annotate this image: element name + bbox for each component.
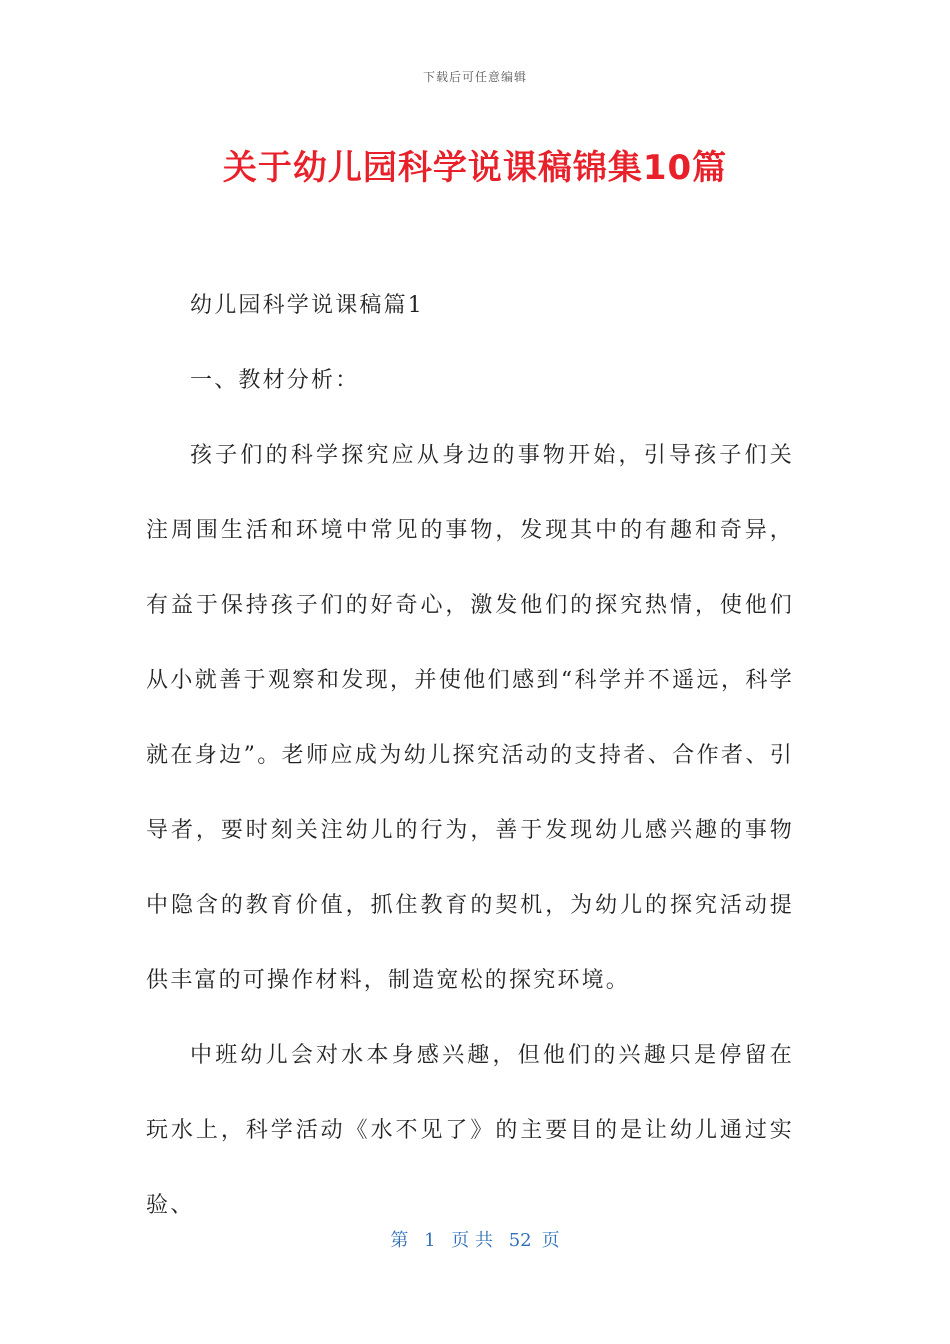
page-suffix: 页 <box>541 1230 560 1251</box>
header-note: 下载后可任意编辑 <box>422 70 527 84</box>
page-total: 52 <box>508 1230 532 1251</box>
document-title: 关于幼儿园科学说课稿锦集10篇 <box>222 148 728 188</box>
paragraph: 中班幼儿会对水本身感兴趣，但他们的兴趣只是停留在玩水上，科学活动《水不见了》的主要目的是让幼儿通过实验、 <box>146 1043 794 1218</box>
section-heading: 幼儿园科学说课稿篇1 <box>190 293 424 318</box>
page-mid: 页 共 <box>451 1230 493 1251</box>
subheading: 一、教材分析： <box>190 368 360 393</box>
page-indicator <box>0 1226 950 1252</box>
page-prefix: 第 <box>390 1230 409 1251</box>
page-current: 1 <box>424 1230 436 1251</box>
paragraph: 孩子们的科学探究应从身边的事物开始，引导孩子们关注周围生活和环境中常见的事物，发现其中的有趣和奇异，有益于保持孩子们的好奇心，激发他们的探究热情，使他们从小就善于观察和发现，并使他们感到“科学并不遥远，科学就在身边”。老师应成为幼儿探究活动的支持者、合作者、引导者，要时刻关注幼儿的行为，善于发现幼儿感兴趣的事物中隐含的教育价值，抓住教育的契机，为幼儿的探究活动提供丰富的可操作材料，制造宽松的探究环境。 <box>146 443 794 993</box>
document-body <box>146 268 794 1243</box>
